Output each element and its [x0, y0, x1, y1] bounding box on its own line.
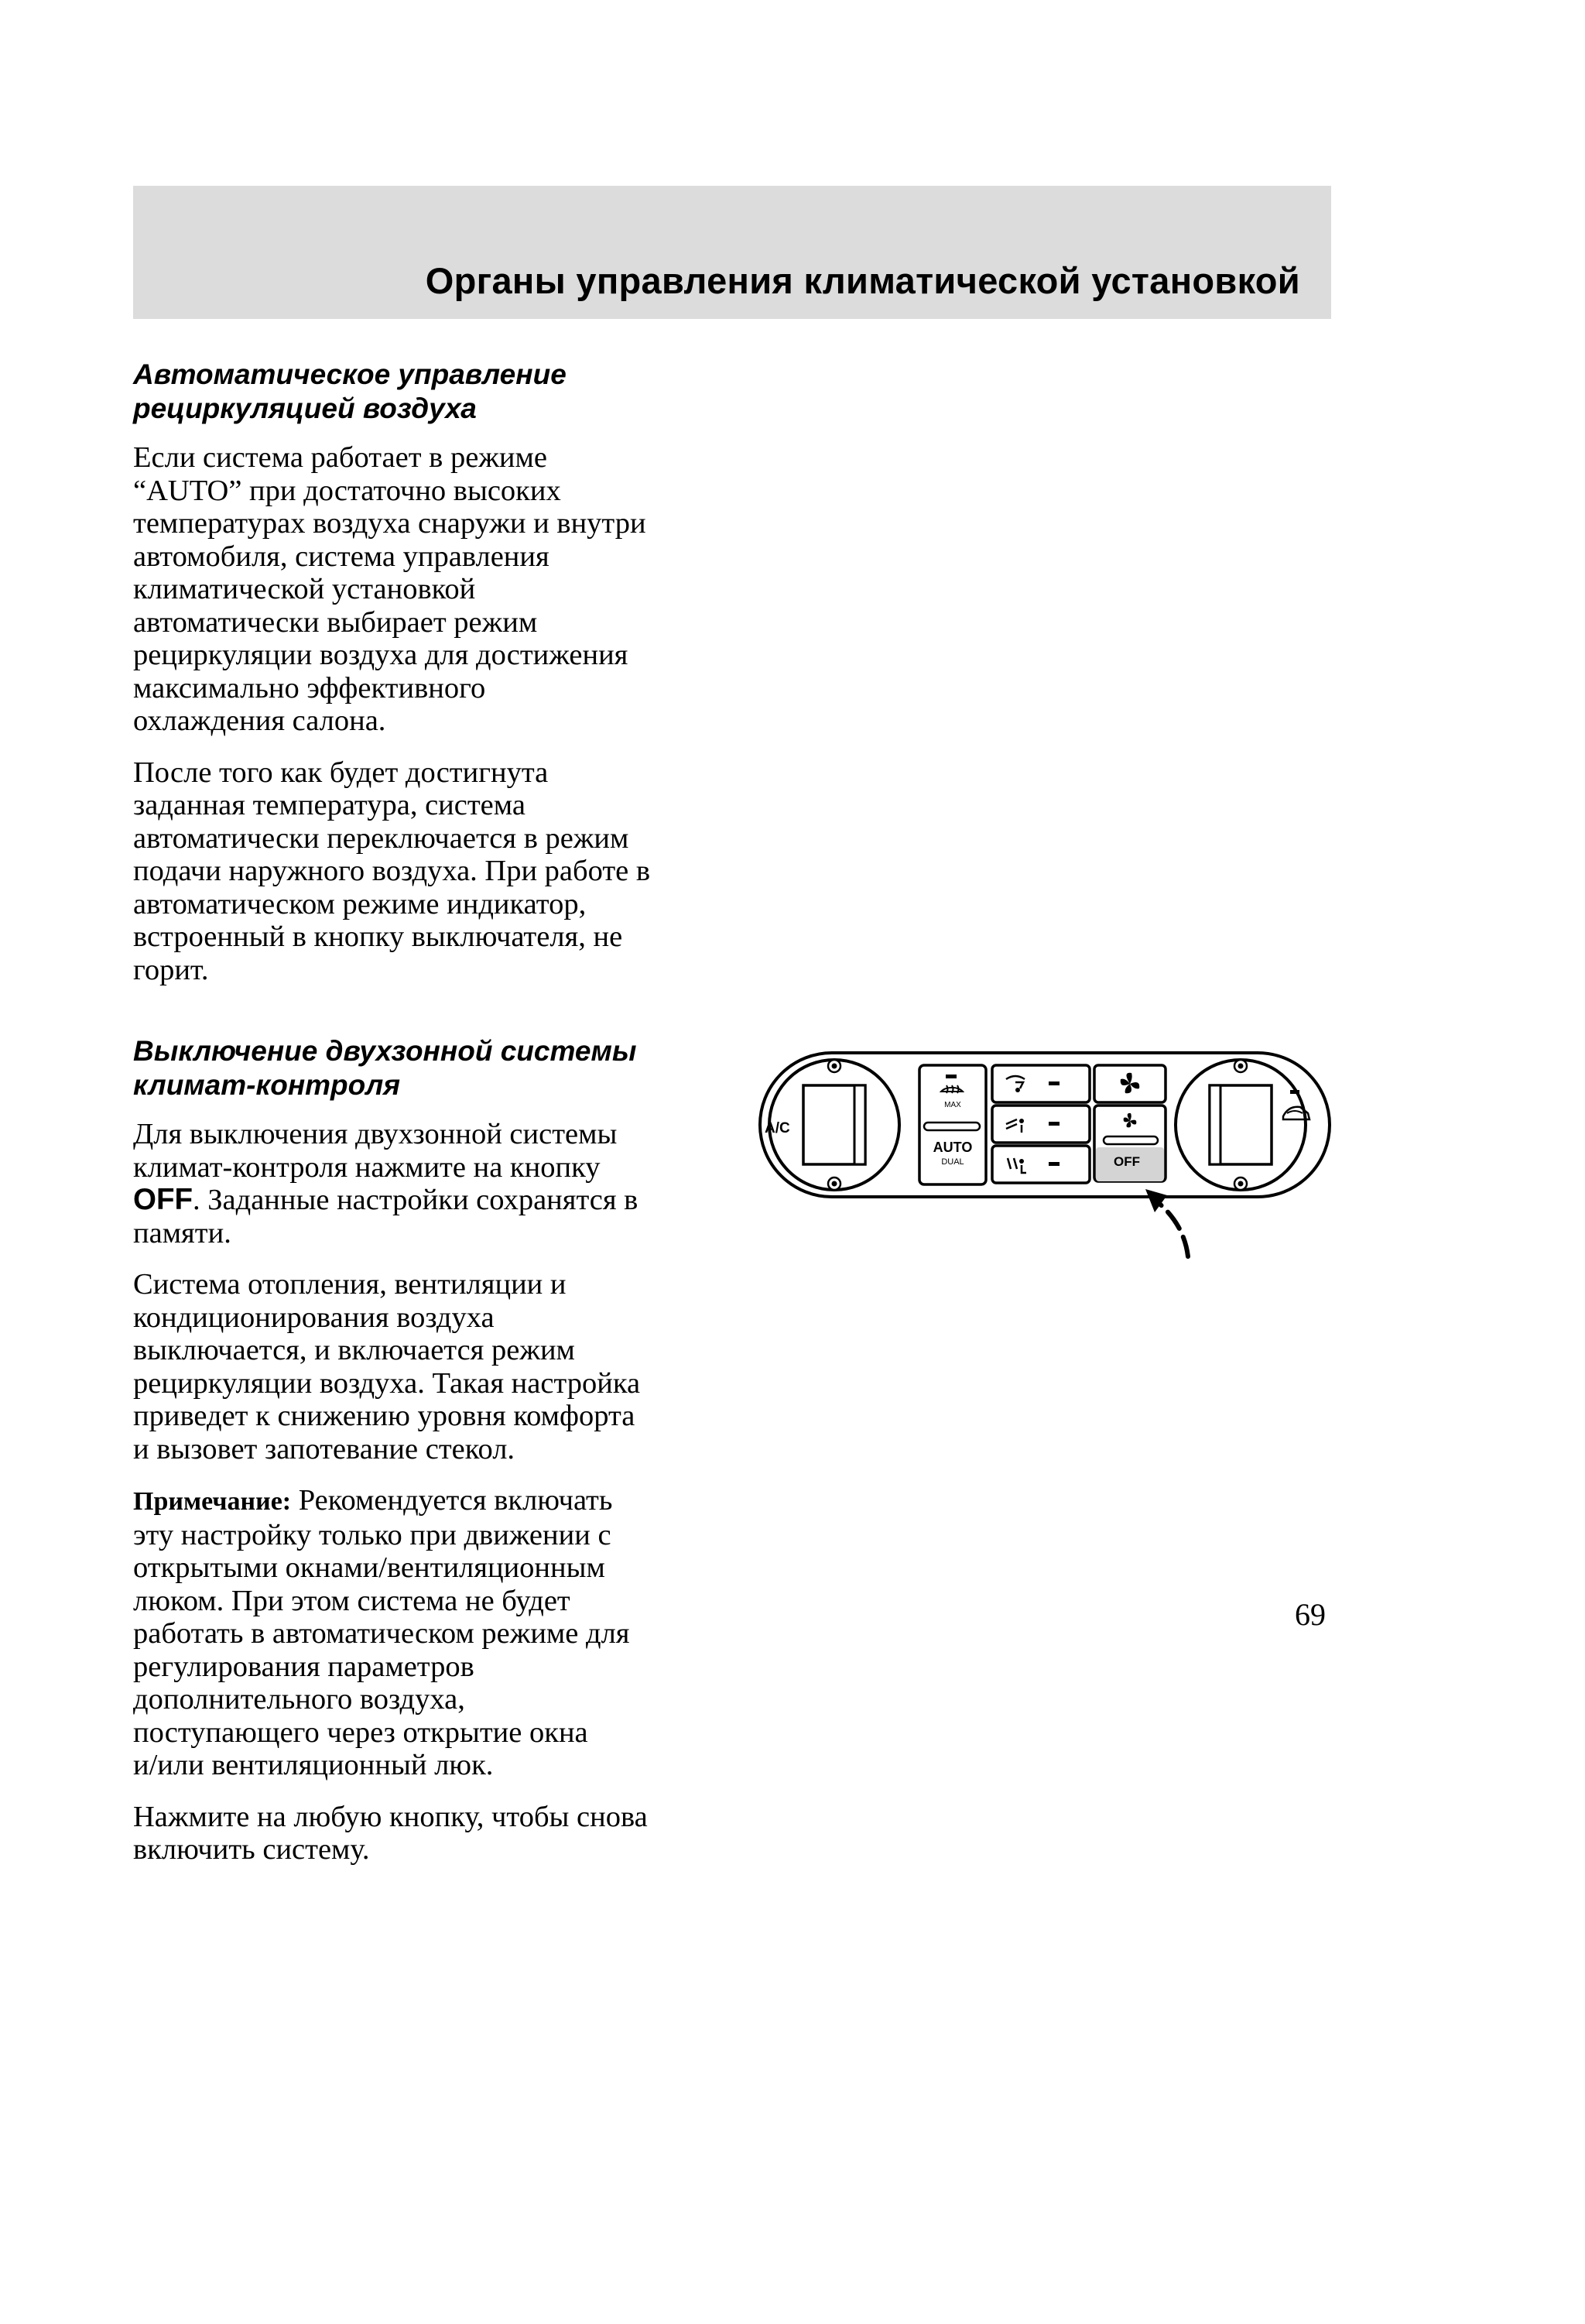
note-paragraph: [133, 1484, 721, 1782]
auto-label: AUTO: [933, 1140, 973, 1155]
paragraph-auto-recirc-2: После того как будет достигнута заданная температура, система автоматически переключается в режим подачи наружного воздуха. При работе в автоматическом режиме индикатор, встроенный в кнопку выключателя, не горит.: [133, 756, 651, 986]
off-button-label: OFF: [1114, 1154, 1140, 1169]
paragraph-text: Для выключения двухзонной системы климат-контроля нажмите на кнопку: [133, 1118, 618, 1184]
paragraph-dual-zone-off-4: Нажмите на любую кнопку, чтобы снова включить систему.: [133, 1800, 648, 1866]
page-number: 69: [1295, 1597, 1326, 1632]
arrow-icon: [1145, 1189, 1188, 1256]
paragraph-dual-zone-off-1: [133, 1118, 721, 1249]
climate-panel-illustration: [758, 1045, 1331, 1270]
center-button-block: [919, 1065, 1166, 1184]
section-heading-dual-zone-off: Выключение двухзонной системы климат-контроля: [133, 1035, 637, 1101]
paragraph-dual-zone-off-2: Система отопления, вентиляции и кондиционирования воздуха выключается, и включается режим рециркуляции воздуха. Такая настройка приведет к снижению уровня комфорта и вызовет запотевание стекол.: [133, 1268, 641, 1465]
off-keyword: OFF: [133, 1183, 193, 1216]
header-band: [133, 186, 1331, 319]
note-text: Рекомендуется включать эту настройку только при движении с открытыми окнами/вентиляционным люком. При этом система не будет работать в автоматическом режиме для регулирования параметров дополнительного воздуха, поступающего через открытие окна и/или вентиляционный люк.: [133, 1484, 630, 1781]
paragraph-auto-recirc-1: Если система работает в режиме “AUTO” при достаточно высоких температурах воздуха снаружи и внутри автомобиля, система управления климатической установкой автоматически выбирает режим рециркуляции воздуха для достижения максимально эффективного охлаждения салона.: [133, 441, 646, 737]
text-column: [133, 358, 721, 1866]
ac-label: A/C: [765, 1120, 790, 1136]
page-title: Органы управления климатической установкой: [425, 260, 1300, 301]
section-heading-auto-recirculation: Автоматическое управление рециркуляцией воздуха: [133, 358, 567, 424]
note-label: Примечание:: [133, 1487, 292, 1516]
paragraph-text: . Заданные настройки сохранятся в памяти.: [133, 1184, 638, 1249]
max-label: MAX: [944, 1101, 961, 1109]
dual-label: DUAL: [941, 1157, 964, 1167]
